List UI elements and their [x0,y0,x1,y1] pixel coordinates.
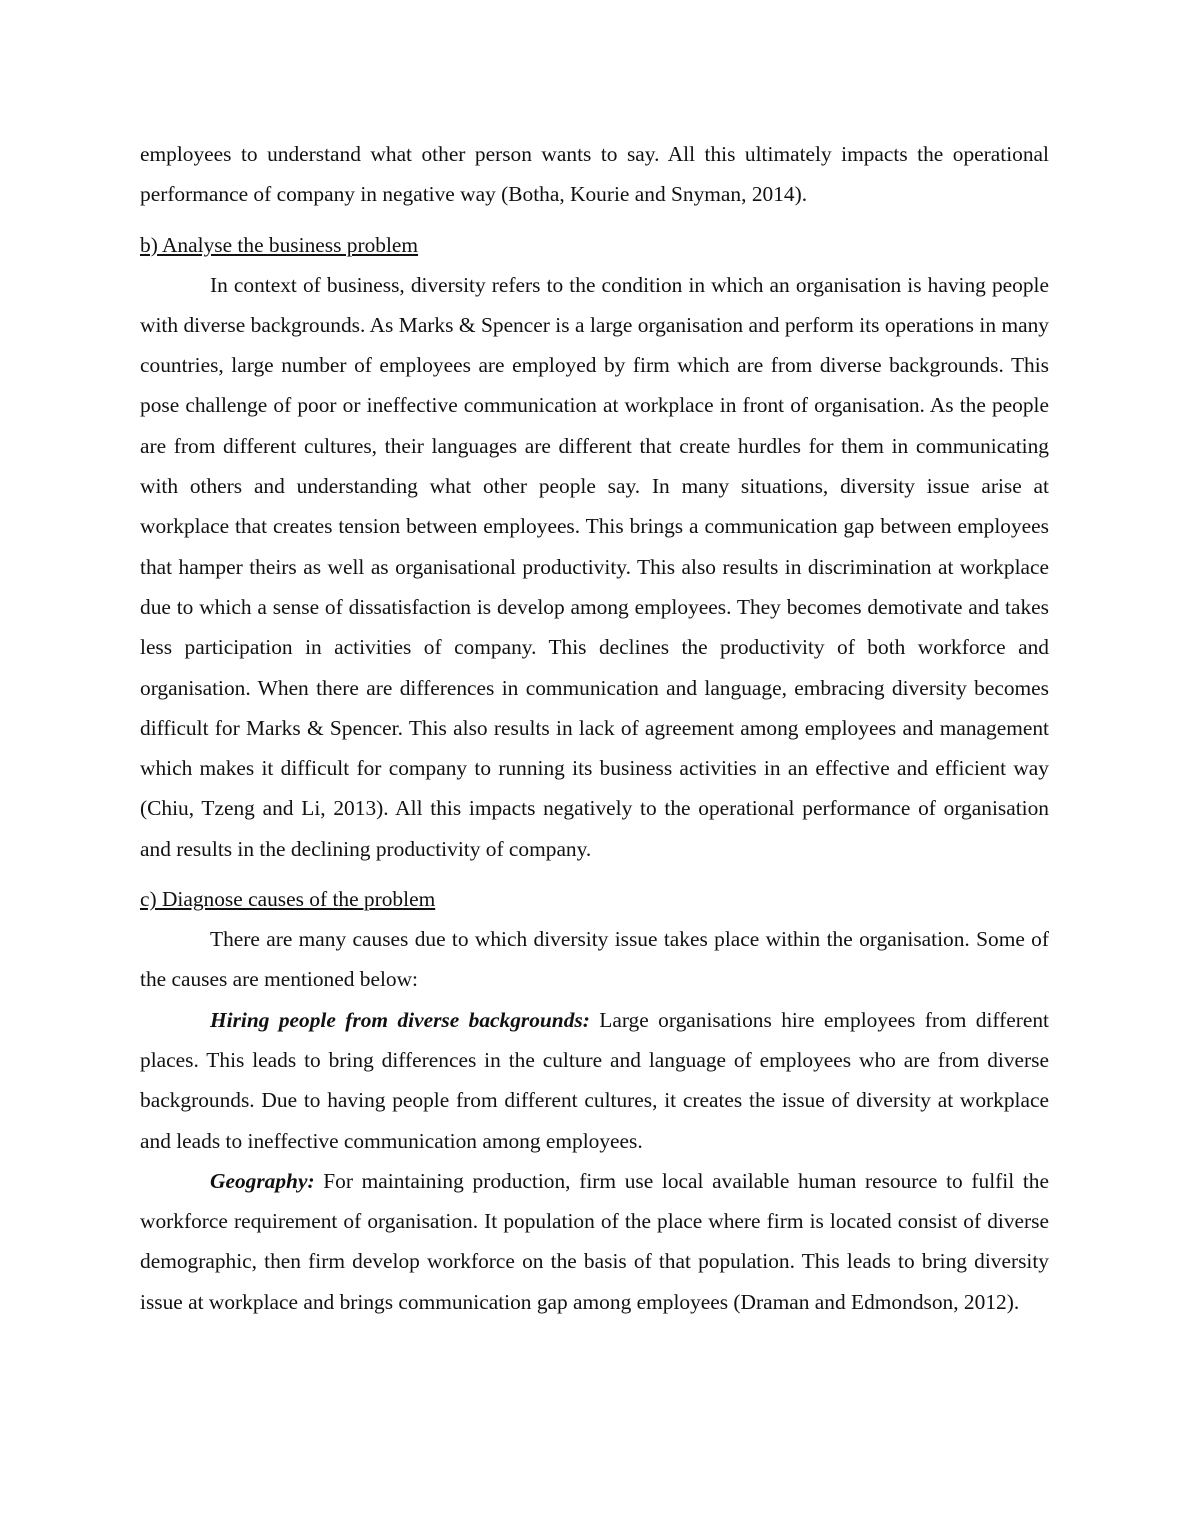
cause-hiring-paragraph [140,1000,1049,1161]
cause-hiring-title: Hiring people from diverse backgrounds: [210,1007,590,1032]
section-b-paragraph: In context of business, diversity refers to the condition in which an organisation is having people with diverse backgrounds. As Marks & Spencer is a large organisation and perform its operations in many countries, large number of employees are employed by firm which are from diverse backgrounds. This pose challenge of poor or ineffective communication at workplace in front of organisation. As the people are from different cultures, their languages are different that create hurdles for them in communicating with others and understanding what other people say. In many situations, diversity issue arise at workplace that creates tension between employees. This brings a communication gap between employees that hamper theirs as well as organisational productivity. This also results in discrimination at workplace due to which a sense of dissatisfaction is develop among employees. They becomes demotivate and takes less participation in activities of company. This declines the productivity of both workforce and organisation. When there are differences in communication and language, embracing diversity becomes difficult for Marks & Spencer. This also results in lack of agreement among employees and management which makes it difficult for company to running its business activities in an effective and efficient way (Chiu, Tzeng and Li, 2013). All this impacts negatively to the operational performance of organisation and results in the declining productivity of company. [140,272,1049,861]
cause-hiring-text: Large organisations hire employees from different places. This leads to bring differences in the culture and language of employees who are from diverse backgrounds. Due to having people from different cultures, it creates the issue of diversity at workplace and leads to ineffective communication among employees. [140,1007,1049,1153]
section-c-heading: c) Diagnose causes of the problem [140,887,436,912]
cause-geography-paragraph [140,1161,1049,1322]
intro-paragraph: employees to understand what other person wants to say. All this ultimately impacts the operational performance of company in negative way (Botha, Kourie and Snyman, 2014). [140,142,1049,207]
section-b-heading: b) Analyse the business problem [140,232,419,257]
cause-geography-text: For maintaining production, firm use local available human resource to fulfil the workforce requirement of organisation. It population of the place where firm is located consist of diverse demographic, then firm develop workforce on the basis of that population. This leads to bring diversity issue at workplace and brings communication gap among employees (Draman and Edmondson, 2012). [140,1168,1049,1314]
section-c-intro-paragraph: There are many causes due to which diversity issue takes place within the organisation. Some of the causes are mentioned below: [140,927,1049,992]
document-page [140,134,1049,1322]
cause-geography-title: Geography: [210,1168,315,1193]
